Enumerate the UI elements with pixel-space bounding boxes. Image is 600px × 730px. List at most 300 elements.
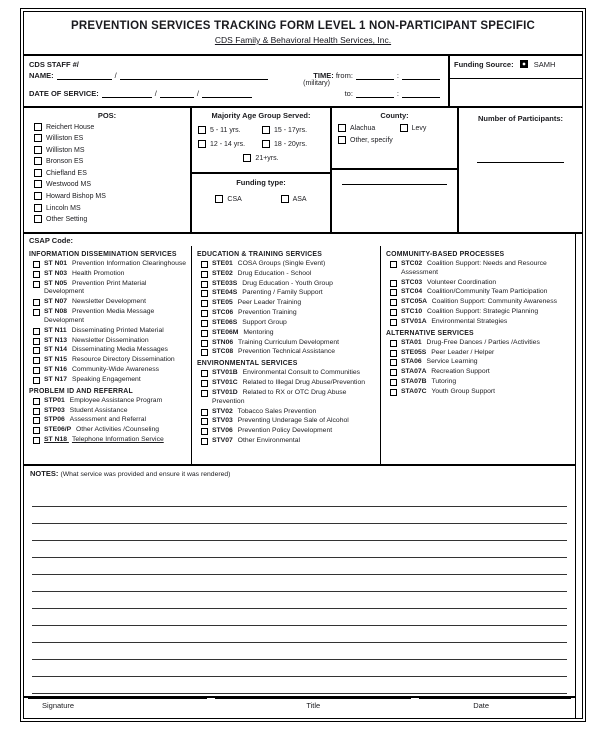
- option-label: STV01D Related to RX or OTC Drug Abuse Prevention: [212, 388, 347, 405]
- signature-field[interactable]: [28, 698, 207, 699]
- service-code: STC08: [212, 348, 236, 356]
- checkbox-icon[interactable]: [281, 195, 289, 203]
- checkbox-icon[interactable]: [33, 328, 40, 335]
- option-label: STA06 Service Learning: [401, 358, 478, 366]
- csap-option[interactable]: [201, 319, 377, 328]
- csap-section-title: ALTERNATIVE SERVICES: [386, 329, 474, 337]
- checkbox-icon[interactable]: [34, 123, 42, 131]
- checkbox-icon[interactable]: [33, 427, 40, 434]
- checkbox-icon[interactable]: [390, 379, 397, 386]
- checkbox-icon[interactable]: [201, 281, 208, 288]
- service-code: STV02: [212, 407, 235, 415]
- option-label: STA07A Recreation Support: [401, 368, 490, 376]
- service-code: STE05S: [401, 348, 429, 356]
- checkbox-icon[interactable]: [390, 280, 397, 287]
- checkbox-icon[interactable]: [390, 309, 397, 316]
- notes-line: [32, 558, 567, 575]
- checkbox-icon[interactable]: [201, 438, 208, 445]
- service-code: STC04: [401, 288, 425, 296]
- participants-section: [459, 108, 582, 232]
- notes-line: [32, 507, 567, 524]
- participants-label: Number of Participants:: [477, 114, 563, 123]
- service-code: ST N08: [44, 308, 69, 316]
- county-options-list: [336, 122, 453, 146]
- option-label: 15 - 17yrs.: [274, 126, 308, 134]
- date-cell: [415, 698, 575, 718]
- checkbox-icon[interactable]: [34, 134, 42, 142]
- checkbox-icon[interactable]: [390, 350, 397, 357]
- date-month-field[interactable]: [102, 90, 152, 98]
- checkbox-icon[interactable]: [390, 319, 397, 326]
- service-code: STV03: [212, 417, 235, 425]
- age-group-option[interactable]: [262, 126, 324, 135]
- option-label: STE05 Peer Leader Training: [212, 299, 302, 307]
- service-code: STE01: [212, 260, 235, 267]
- checkbox-icon[interactable]: [33, 367, 40, 374]
- participants-field[interactable]: [477, 162, 563, 163]
- checkbox-icon[interactable]: [33, 261, 40, 268]
- signature-section: [24, 698, 576, 718]
- checkbox-icon[interactable]: [201, 300, 208, 307]
- option-label: STE03S Drug Education - Youth Group: [212, 279, 333, 287]
- name-field[interactable]: [120, 72, 268, 80]
- checkbox-icon[interactable]: [262, 126, 270, 134]
- checkbox-icon[interactable]: [33, 408, 40, 415]
- county-title: County:: [380, 111, 409, 120]
- slash-separator: /: [114, 71, 117, 80]
- option-label: Williston MS: [46, 146, 85, 154]
- option-label: STC08 Prevention Technical Assistance: [212, 348, 336, 356]
- checkbox-icon[interactable]: [198, 126, 206, 134]
- option-label: Bronson ES: [46, 158, 84, 166]
- checkbox-icon[interactable]: [33, 357, 40, 364]
- csap-option[interactable]: [33, 260, 188, 269]
- checkbox-icon[interactable]: [34, 215, 42, 223]
- checkbox-icon[interactable]: [34, 204, 42, 212]
- pos-section: [24, 108, 192, 232]
- option-label: STV03 Preventing Underage Sale of Alcohol: [212, 417, 349, 425]
- checkbox-icon[interactable]: [201, 271, 208, 278]
- age-group-option[interactable]: [198, 126, 260, 135]
- csap-section-title: COMMUNITY-BASED PROCESSES: [386, 251, 505, 258]
- csap-option[interactable]: [33, 270, 188, 279]
- option-label: 12 - 14 yrs.: [210, 140, 246, 148]
- option-label: STC05A Coalition Support: Community Awareness: [401, 298, 558, 306]
- checkbox-icon[interactable]: [390, 389, 397, 396]
- checkbox-icon[interactable]: [201, 340, 208, 347]
- service-code: STA07C: [401, 387, 429, 395]
- option-label: 21+yrs.: [255, 154, 279, 162]
- title-label: Title: [306, 701, 321, 710]
- csap-option[interactable]: [201, 379, 377, 388]
- option-label: Alachua: [350, 124, 376, 132]
- date-label: Date: [473, 701, 490, 710]
- option-label: ST N08 Prevention Media Message Development: [44, 308, 155, 324]
- csap-section-title: ENVIRONMENTAL SERVICES: [197, 360, 298, 368]
- option-label: Chiefland ES: [46, 169, 87, 177]
- csap-option[interactable]: [33, 308, 188, 326]
- checkbox-icon[interactable]: [198, 140, 206, 148]
- service-code: STE03S: [212, 279, 240, 287]
- option-label: STV07 Other Environmental: [212, 437, 301, 445]
- checkbox-icon[interactable]: [34, 157, 42, 165]
- county-section: [332, 108, 457, 170]
- csap-section: [24, 234, 576, 466]
- checkbox-icon[interactable]: [201, 349, 208, 356]
- option-label: Lincoln MS: [46, 204, 81, 212]
- csap-option[interactable]: [201, 369, 377, 378]
- checkbox-icon[interactable]: [33, 437, 40, 444]
- csap-option[interactable]: [33, 376, 188, 385]
- csap-column: [24, 246, 192, 464]
- option-label: STE01 COSA Groups (Single Event): [212, 260, 326, 267]
- service-code: STA01: [401, 338, 424, 346]
- time-from-label: from:: [335, 71, 353, 80]
- option-label: CSA: [227, 195, 242, 203]
- checkbox-icon[interactable]: [262, 140, 270, 148]
- csap-option[interactable]: [390, 318, 572, 327]
- checkbox-icon[interactable]: [34, 146, 42, 154]
- option-label: Other Setting: [46, 216, 88, 224]
- pos-option[interactable]: [34, 169, 184, 178]
- csap-option[interactable]: [201, 437, 377, 446]
- title-field[interactable]: [215, 698, 411, 699]
- checkbox-icon[interactable]: [215, 195, 223, 203]
- checkbox-icon[interactable]: [390, 261, 397, 268]
- service-code: STA06: [401, 358, 424, 366]
- age-group-section: [192, 108, 330, 174]
- service-code: STE06/P: [44, 426, 73, 434]
- title-cell: [211, 698, 415, 718]
- notes-line: [32, 677, 567, 694]
- csap-option[interactable]: [33, 298, 188, 307]
- service-code: ST N07: [44, 298, 69, 306]
- notes-section: [24, 466, 576, 698]
- checkbox-icon[interactable]: [201, 290, 208, 297]
- option-label: Other, specify: [350, 136, 393, 144]
- csap-column: [381, 246, 575, 464]
- staff-info-row: [24, 56, 582, 108]
- checkbox-icon[interactable]: [201, 330, 208, 337]
- form-border: [23, 11, 583, 719]
- date-year-field[interactable]: [202, 90, 252, 98]
- date-day-field[interactable]: [160, 90, 194, 98]
- pos-option[interactable]: [34, 180, 184, 189]
- notes-writing-area[interactable]: [30, 490, 569, 694]
- csap-option[interactable]: [33, 436, 188, 445]
- checkbox-icon[interactable]: [33, 309, 40, 316]
- session-detail-row: [24, 108, 582, 234]
- checkbox-icon[interactable]: [201, 310, 208, 317]
- service-code: ST N15: [44, 356, 69, 364]
- service-code: STV01A: [401, 317, 429, 325]
- csap-option[interactable]: [201, 417, 377, 426]
- csap-section-title: PROBLEM ID AND REFERRAL: [29, 387, 133, 395]
- checkbox-icon[interactable]: [201, 261, 208, 268]
- right-margin-strip: [576, 698, 582, 718]
- checkbox-icon[interactable]: [33, 417, 40, 424]
- notes-line: [32, 660, 567, 677]
- page-title: PREVENTION SERVICES TRACKING FORM LEVEL 1 NON-PARTICIPANT SPECIFIC: [70, 20, 536, 32]
- time-to-label: to:: [344, 89, 353, 98]
- option-label: STC02 Coalition Support: Needs and Resource Assessment: [401, 260, 547, 276]
- funding-source-cell: [450, 56, 582, 106]
- age-group-title: Majority Age Group Served:: [211, 111, 311, 120]
- checkbox-icon[interactable]: [390, 299, 397, 306]
- service-code: STN06: [212, 338, 236, 346]
- checkbox-icon[interactable]: [338, 136, 346, 144]
- service-code: STE02: [212, 269, 235, 277]
- option-label: ST N17 Speaking Engagement: [44, 375, 141, 383]
- csap-option[interactable]: [390, 368, 572, 377]
- checkbox-icon[interactable]: [390, 340, 397, 347]
- checkbox-icon[interactable]: [201, 409, 208, 416]
- csap-option[interactable]: [390, 298, 572, 307]
- age-group-option[interactable]: [262, 140, 324, 149]
- time-to-hour-field[interactable]: [356, 90, 394, 98]
- csap-option[interactable]: [390, 279, 572, 288]
- csap-option[interactable]: [390, 388, 572, 397]
- funding-type-option[interactable]: [215, 195, 241, 204]
- military-time-note: (military): [303, 80, 330, 87]
- csap-option[interactable]: [390, 339, 572, 348]
- service-code: STP06: [44, 416, 67, 424]
- checkbox-icon[interactable]: [33, 281, 40, 288]
- option-label: ST N16 Community-Wide Awareness: [44, 366, 160, 374]
- option-label: STE06/P Other Activities /Counseling: [44, 426, 160, 434]
- option-label: STP03 Student Assistance: [44, 406, 128, 414]
- checkbox-icon[interactable]: [34, 180, 42, 188]
- date-field[interactable]: [419, 698, 571, 699]
- notes-line: [32, 626, 567, 643]
- checkbox-icon[interactable]: [201, 428, 208, 435]
- service-code: STC02: [401, 260, 425, 267]
- signature-cell: [24, 698, 211, 718]
- checkbox-icon[interactable]: [33, 347, 40, 354]
- csap-option[interactable]: [201, 339, 377, 348]
- csap-option[interactable]: [201, 289, 377, 298]
- csap-option[interactable]: [390, 308, 572, 317]
- pos-option[interactable]: [34, 157, 184, 166]
- date-slash-2: /: [196, 89, 199, 98]
- notes-line: [32, 524, 567, 541]
- checkbox-icon[interactable]: [33, 338, 40, 345]
- csap-option[interactable]: [33, 407, 188, 416]
- pos-options-list: [30, 123, 184, 225]
- csap-option[interactable]: [33, 346, 188, 355]
- csap-option[interactable]: [390, 260, 572, 278]
- checkbox-icon[interactable]: [33, 377, 40, 384]
- form-header: [24, 12, 582, 56]
- right-margin-strip: [576, 234, 582, 466]
- option-label: ST N05 Prevention Print Material Development: [44, 279, 147, 296]
- pos-option[interactable]: [34, 215, 184, 224]
- service-code: STE04S: [212, 289, 240, 297]
- option-label: ASA: [292, 195, 307, 203]
- pos-option[interactable]: [34, 123, 184, 132]
- county-specify-field[interactable]: [342, 184, 447, 185]
- age-funding-column: [192, 108, 332, 232]
- service-code: ST N17: [44, 375, 69, 383]
- option-label: STA01 Drug-Free Dances / Parties /Activities: [401, 338, 540, 346]
- csap-option[interactable]: [201, 427, 377, 436]
- csap-option[interactable]: [33, 280, 188, 298]
- pos-option[interactable]: [34, 134, 184, 143]
- option-label: Williston ES: [46, 135, 84, 143]
- option-label: Westwood MS: [46, 181, 91, 189]
- service-code: STV01D: [212, 388, 240, 396]
- option-label: STA07C Youth Group Support: [401, 387, 496, 395]
- csap-option[interactable]: [201, 309, 377, 318]
- time-label: TIME:: [313, 71, 334, 80]
- notes-line: [32, 575, 567, 592]
- csap-option[interactable]: [33, 416, 188, 425]
- notes-hint: (What service was provided and ensure it was rendered): [60, 471, 231, 478]
- checkbox-icon[interactable]: [201, 320, 208, 327]
- county-option[interactable]: [400, 124, 451, 133]
- option-label: STP06 Assessment and Referral: [44, 416, 146, 424]
- county-option[interactable]: [338, 124, 400, 133]
- service-code: ST N03: [44, 269, 69, 277]
- csap-column: [192, 246, 381, 464]
- service-code: STE06M: [212, 328, 241, 336]
- service-code: ST N11: [44, 326, 69, 334]
- csap-option[interactable]: [33, 397, 188, 406]
- option-label: STC06 Prevention Training: [212, 309, 297, 317]
- option-label: STV02 Tobacco Sales Prevention: [212, 407, 317, 415]
- option-label: ST N03 Health Promotion: [44, 269, 125, 277]
- option-label: STE04S Parenting / Family Support: [212, 289, 323, 297]
- checkbox-icon[interactable]: [201, 380, 208, 387]
- funding-source-label: Funding Source:: [454, 60, 514, 69]
- age-group-option[interactable]: [243, 154, 278, 163]
- signature-row: [24, 698, 582, 718]
- csap-option[interactable]: [33, 356, 188, 365]
- csap-option[interactable]: [201, 389, 377, 407]
- option-label: Reichert House: [46, 123, 95, 131]
- signature-label: Signature: [42, 701, 75, 710]
- checkbox-icon[interactable]: [34, 192, 42, 200]
- name-label: NAME:: [29, 71, 54, 80]
- service-code: ST N18: [44, 436, 69, 444]
- service-code: STA07B: [401, 378, 429, 386]
- checkbox-icon[interactable]: [338, 124, 346, 132]
- csap-option[interactable]: [390, 349, 572, 358]
- checkbox-icon[interactable]: [34, 169, 42, 177]
- option-label: STA07B Tutoring: [401, 378, 457, 386]
- funding-type-option[interactable]: [281, 195, 307, 204]
- notes-label: NOTES:: [30, 469, 59, 478]
- service-code: STC05A: [401, 298, 429, 306]
- time-to-minute-field[interactable]: [402, 90, 440, 98]
- option-label: STE06M Mentoring: [212, 328, 274, 336]
- service-code: ST N16: [44, 366, 69, 374]
- csap-section-title: INFORMATION DISSEMINATION SERVICES: [29, 251, 177, 258]
- county-option[interactable]: [338, 136, 451, 145]
- staff-number-field[interactable]: [57, 72, 112, 80]
- checkbox-icon[interactable]: [33, 398, 40, 405]
- option-label: STV01B Environmental Consult to Communities: [212, 369, 361, 377]
- csap-option[interactable]: [33, 327, 188, 336]
- csap-option[interactable]: [33, 366, 188, 375]
- service-code: STP03: [44, 406, 67, 414]
- checkbox-icon[interactable]: [201, 370, 208, 377]
- staff-number-label: CDS STAFF #/: [29, 60, 79, 69]
- funding-source-option-label: SAMH: [533, 60, 556, 69]
- pos-option[interactable]: [34, 204, 184, 213]
- service-code: STV06: [212, 427, 235, 435]
- service-code: STA07A: [401, 368, 429, 376]
- pos-option[interactable]: [34, 146, 184, 155]
- option-label: 5 - 11 yrs.: [210, 126, 241, 134]
- csap-option[interactable]: [201, 329, 377, 338]
- time-from-hour-field[interactable]: [356, 72, 394, 80]
- checkbox-icon[interactable]: [390, 369, 397, 376]
- csap-option[interactable]: [33, 337, 188, 346]
- time-colon: :: [396, 71, 399, 80]
- csap-option[interactable]: [33, 426, 188, 435]
- pos-option[interactable]: [34, 192, 184, 201]
- option-label: ST N01 Prevention Information Clearinghouse: [44, 260, 187, 267]
- checkbox-icon[interactable]: [390, 359, 397, 366]
- service-code: STE05: [212, 299, 235, 307]
- funding-source-checkbox[interactable]: [520, 60, 528, 68]
- option-label: STE06S Support Group: [212, 318, 287, 326]
- county-column: [332, 108, 459, 232]
- option-label: STV06 Prevention Policy Development: [212, 427, 333, 435]
- funding-source-blank-area: [450, 79, 582, 106]
- notes-line: [32, 541, 567, 558]
- option-label: Levy: [411, 124, 427, 132]
- option-label: ST N13 Newsletter Dissemination: [44, 336, 149, 344]
- csap-option[interactable]: [201, 299, 377, 308]
- csap-option[interactable]: [201, 270, 377, 279]
- service-code: ST N01: [44, 260, 69, 267]
- checkbox-icon[interactable]: [243, 154, 251, 162]
- checkbox-icon[interactable]: [201, 418, 208, 425]
- age-group-option[interactable]: [198, 140, 260, 149]
- option-label: STE02 Drug Education - School: [212, 269, 312, 277]
- county-specify-cell: [332, 170, 457, 232]
- csap-option[interactable]: [201, 348, 377, 357]
- option-label: ST N18 Telephone Information Service: [44, 436, 164, 444]
- notes-line: [32, 592, 567, 609]
- checkbox-icon[interactable]: [33, 299, 40, 306]
- checkbox-icon[interactable]: [400, 124, 408, 132]
- option-label: STC03 Volunteer Coordination: [401, 278, 497, 286]
- option-label: STP01 Employee Assistance Program: [44, 396, 163, 404]
- csap-option[interactable]: [201, 280, 377, 289]
- option-label: STC10 Coalition Support: Strategic Planning: [401, 308, 539, 316]
- csap-option[interactable]: [390, 378, 572, 387]
- csap-option[interactable]: [390, 358, 572, 367]
- checkbox-icon[interactable]: [390, 289, 397, 296]
- checkbox-icon[interactable]: [33, 271, 40, 278]
- option-label: STC04 Coalition/Community Team Participation: [401, 288, 548, 296]
- service-code: STC06: [212, 309, 236, 317]
- csap-row: [24, 234, 582, 466]
- csap-option[interactable]: [390, 288, 572, 297]
- service-code: ST N05: [44, 279, 69, 287]
- csap-option[interactable]: [201, 260, 377, 269]
- staff-info-cell: [24, 56, 450, 106]
- csap-option[interactable]: [201, 408, 377, 417]
- checkbox-icon[interactable]: [201, 390, 208, 397]
- funding-type-options-list: [196, 193, 326, 205]
- notes-line: [32, 643, 567, 660]
- option-label: 18 - 20yrs.: [274, 140, 308, 148]
- time-from-minute-field[interactable]: [402, 72, 440, 80]
